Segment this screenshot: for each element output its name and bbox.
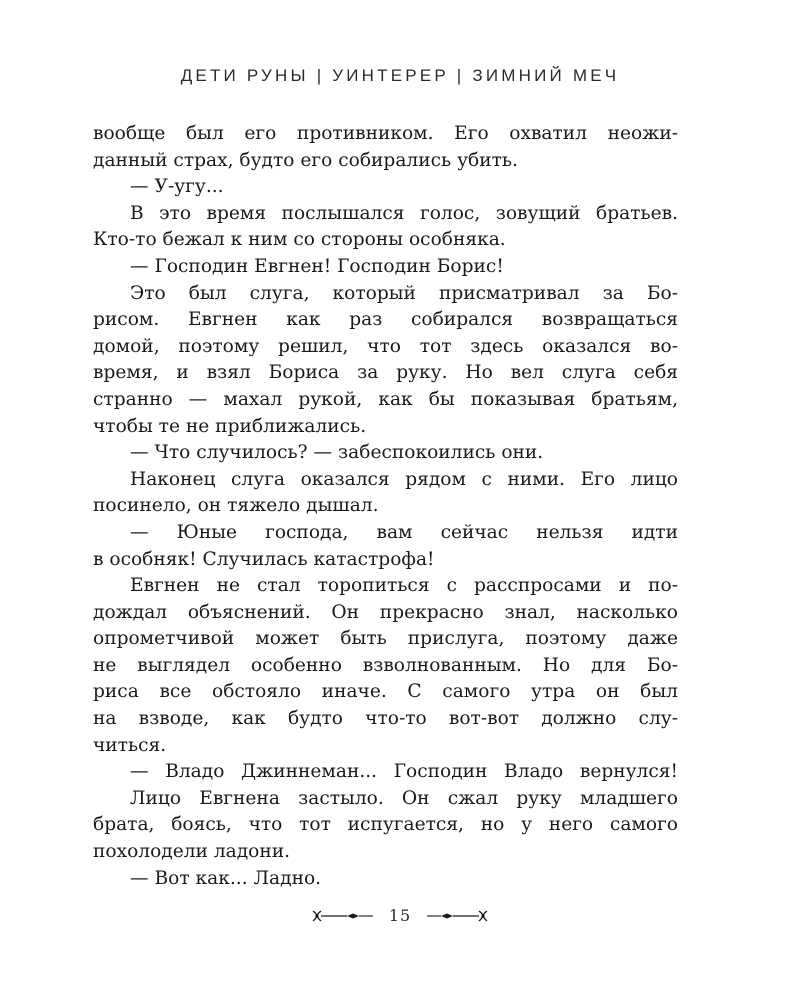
page-footer	[0, 906, 800, 925]
body-text	[93, 121, 678, 892]
page-number: 15	[388, 906, 412, 925]
text-line: данный страх, будто его собирались убить.	[93, 149, 518, 171]
text-line: читься.	[93, 734, 167, 756]
text-line: — Владо Джиннеман... Господин Владо вернулся!	[130, 761, 678, 783]
text-line: В это время послышался голос, зовущий братьев.	[130, 202, 678, 224]
text-line: — У-угу...	[130, 176, 224, 198]
text-line: в особняк! Случилась катастрофа!	[93, 548, 435, 570]
text-line: вообще был его противником. Его охватил неожи-	[93, 123, 678, 144]
text-line: — Вот как... Ладно.	[130, 867, 322, 889]
text-line: Лицо Евгнена застыло. Он сжал руку младшего	[130, 787, 678, 809]
text-line: — Господин Евгнен! Господин Борис!	[130, 255, 504, 277]
text-line: Евгнен не стал торопиться с расспросами и по-	[130, 575, 678, 597]
text-line: не выглядел особенно взволнованным. Но для Бо-	[93, 654, 678, 676]
text-line: Кто-то бежал к ним со стороны особняка.	[93, 229, 506, 251]
text-line: брата, боясь, что тот испугается, но у него самого	[93, 814, 678, 836]
text-line: — Что случилось? — забеспокоились они.	[130, 442, 544, 464]
ornament-left-icon	[311, 908, 375, 924]
text-line: Это был слуга, который присматривал за Бо-	[130, 282, 678, 304]
text-line: опрометчивой может быть прислуга, поэтому даже	[93, 628, 678, 650]
text-line: рисом. Евгнен как раз собирался возвращаться	[93, 309, 678, 331]
running-header: ДЕТИ РУНЫ | УИНТЕРЕР | ЗИМНИЙ МЕЧ	[180, 66, 620, 85]
text-line: время, и взял Бориса за руку. Но вел слуга себя	[93, 362, 678, 384]
ornament-right-icon	[425, 908, 489, 924]
text-line: на взводе, как будто что-то вот-вот должно слу-	[93, 708, 678, 730]
text-line: риса все обстояло иначе. С самого утра он был	[93, 681, 678, 703]
text-line: посинело, он тяжело дышал.	[93, 495, 379, 517]
text-line: Наконец слуга оказался рядом с ними. Его лицо	[130, 468, 678, 490]
text-line: похолодели ладони.	[93, 841, 291, 863]
text-line: чтобы те не приближались.	[93, 415, 367, 437]
text-line: домой, поэтому решил, что тот здесь оказался во-	[93, 335, 678, 357]
text-line: дождал объяснений. Он прекрасно знал, насколько	[93, 601, 678, 623]
text-line: странно — махал рукой, как бы показывая братьям,	[93, 388, 678, 410]
text-line: — Юные господа, вам сейчас нельзя идти	[130, 521, 678, 543]
